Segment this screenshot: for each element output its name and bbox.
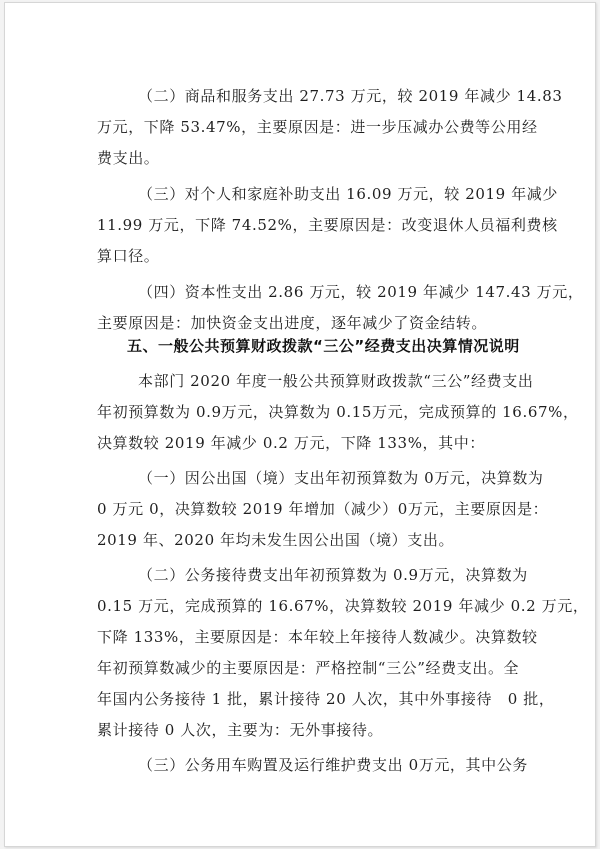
paragraph-personal-family-line: 11.99 万元，下降 74.52%，主要原因是：改变退休人员福利费核 [97,216,558,234]
intro-line: 决算数较 2019 年减少 0.2 万元，下降 133%，其中： [97,434,485,452]
item-reception-line: 0.15 万元，完成预算的 16.67%，决算数较 2019 年减少 0.2 万元， [97,597,589,615]
section-heading: 五、一般公共预算财政拨款“三公”经费支出决算情况说明 [127,337,520,355]
paragraph-personal-family-line: （三）对个人和家庭补助支出 16.09 万元，较 2019 年减少 [138,185,558,203]
intro-line: 年初预算数为 0.9万元，决算数为 0.15万元，完成预算的 16.67%， [97,403,579,421]
paragraph-goods-services-line: 万元，下降 53.47%，主要原因是：进一步压减办公费等公用经 [97,118,538,136]
paragraph-goods-services-line: 费支出。 [97,149,160,167]
item-reception-line: 累计接待 0 人次，主要为：无外事接待。 [97,721,384,739]
item-vehicles-line: （三）公务用车购置及运行维护费支出 0万元，其中公务 [138,756,528,774]
paragraph-capital-line: （四）资本性支出 2.86 万元，较 2019 年减少 147.43 万元， [138,283,584,301]
item-abroad-line: 2019 年、2020 年均未发生因公出国（境）支出。 [97,531,455,549]
item-reception-line: 年国内公务接待 1 批，累计接待 20 人次，其中外事接待 0 批， [97,690,555,708]
item-abroad-line: （一）因公出国（境）支出年初预算数为 0万元，决算数为 [138,469,544,487]
intro-line: 本部门 2020 年度一般公共预算财政拨款“三公”经费支出 [138,372,534,390]
paragraph-personal-family-line: 算口径。 [97,247,160,265]
document-page [4,2,596,847]
item-reception-line: 下降 133%，主要原因是：本年较上年接待人数减少。决算数较 [97,628,538,646]
paragraph-goods-services-line: （二）商品和服务支出 27.73 万元，较 2019 年减少 14.83 [138,87,563,105]
paragraph-capital-line: 主要原因是：加快资金支出进度，逐年减少了资金结转。 [97,314,488,332]
item-reception-line: （二）公务接待费支出年初预算数为 0.9万元，决算数为 [138,566,528,584]
item-reception-line: 年初预算数减少的主要原因是：严格控制“三公”经费支出。全 [97,659,520,677]
item-abroad-line: 0 万元 0，决算数较 2019 年增加（减少）0万元，主要原因是： [97,500,549,518]
